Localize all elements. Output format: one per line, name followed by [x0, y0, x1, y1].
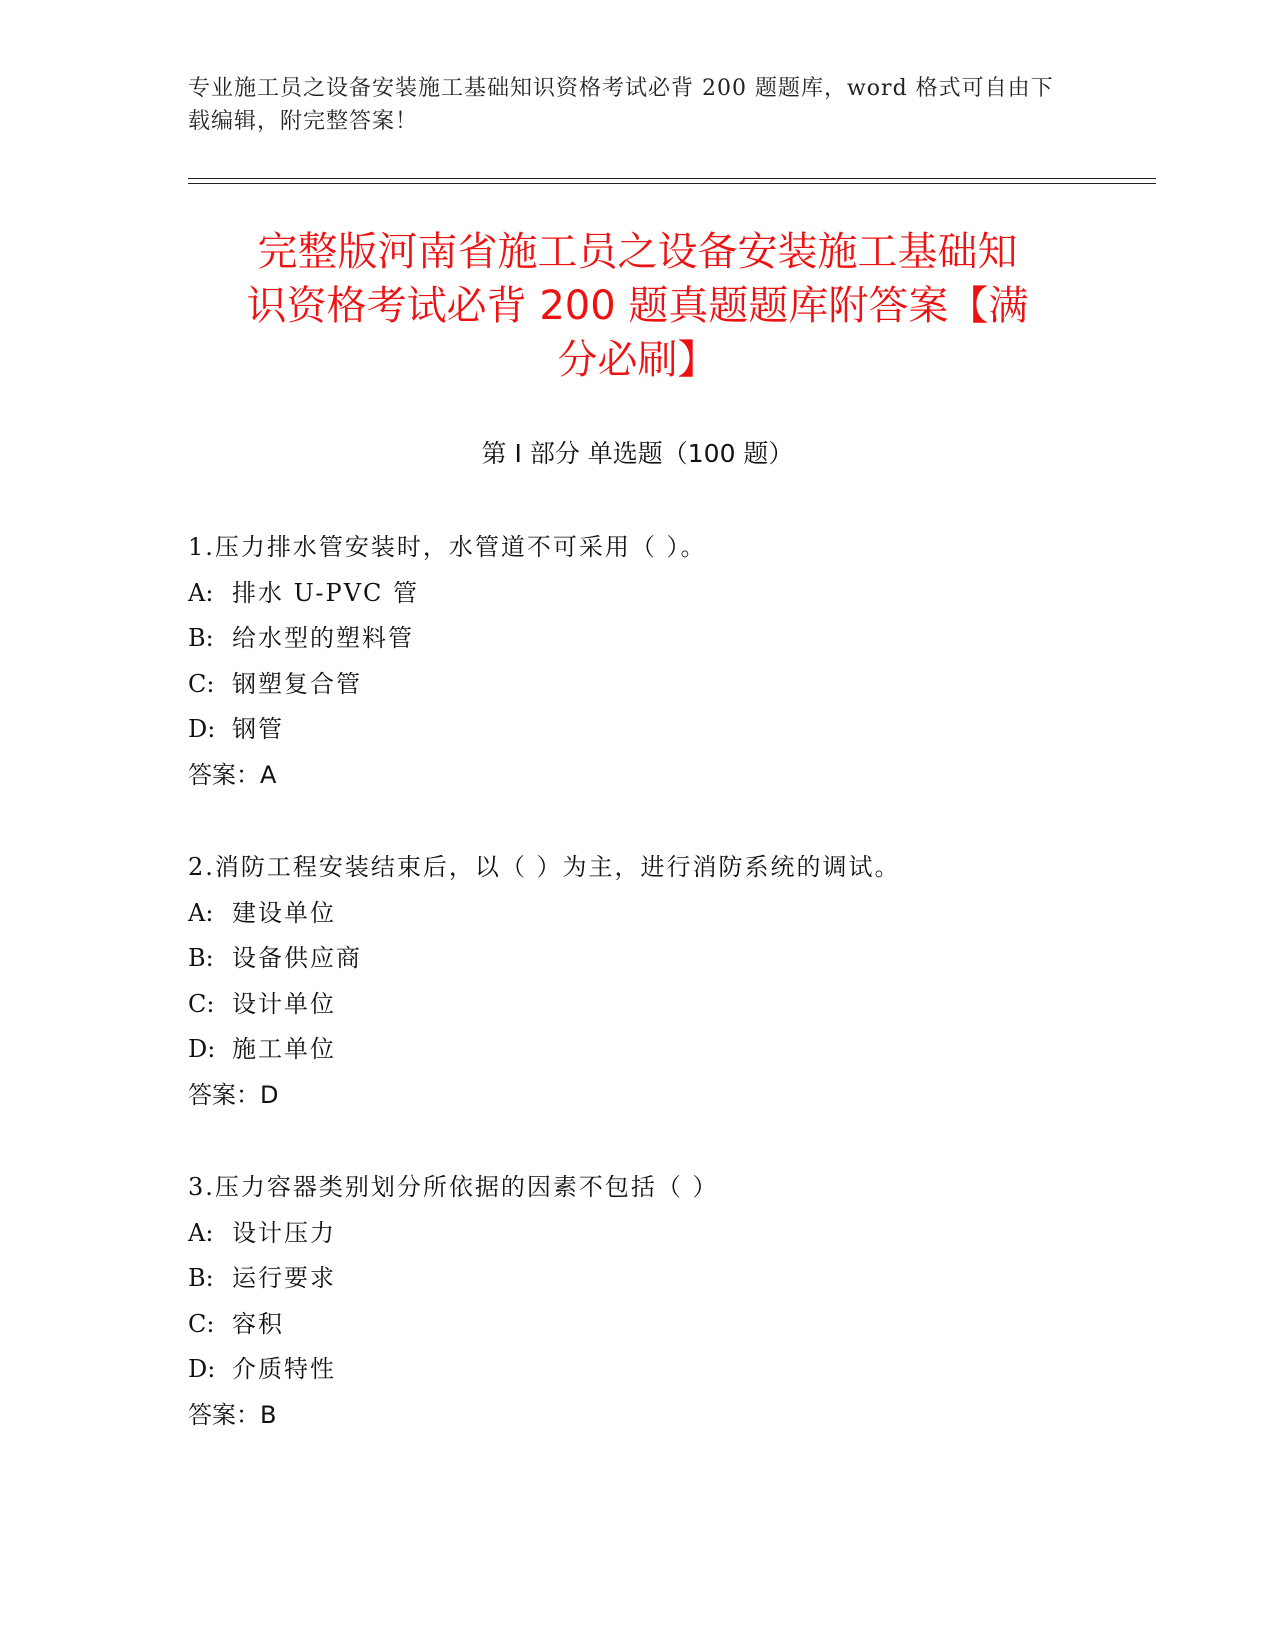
option-d — [188, 1032, 1088, 1078]
section-heading: 第 I 部分 单选题（100 题） — [481, 439, 794, 468]
answer-line — [188, 758, 1088, 804]
answer-label: 答案： — [188, 1400, 260, 1429]
option-text: 设计压力 — [232, 1218, 336, 1247]
header-divider-bottom — [188, 183, 1156, 184]
option-key: A: — [188, 1218, 214, 1247]
option-d — [188, 1352, 1088, 1398]
option-text: 建设单位 — [232, 898, 336, 927]
option-key: A: — [188, 578, 214, 607]
option-key: C: — [188, 989, 215, 1018]
option-text: 容积 — [232, 1309, 284, 1338]
option-key: B: — [188, 944, 214, 972]
option-a — [188, 1216, 1088, 1262]
option-key: A: — [188, 898, 214, 927]
answer-label: 答案： — [188, 760, 260, 789]
answer-line — [188, 1078, 1088, 1124]
title-line: 识资格考试必背 200 题真题题库附答案【满 — [246, 283, 1029, 329]
document-title — [180, 225, 1095, 387]
option-text: 设备供应商 — [232, 944, 362, 972]
option-c — [188, 1307, 1088, 1353]
question-stem: 2.消防工程安装结束后，以（ ）为主，进行消防系统的调试。 — [188, 853, 901, 881]
question-3 — [188, 1170, 1088, 1443]
option-b — [188, 941, 1088, 987]
title-line: 完整版河南省施工员之设备安装施工基础知 — [257, 229, 1018, 275]
answer-value: D — [260, 1080, 279, 1109]
title-line: 分必刷】 — [557, 337, 718, 383]
option-text: 钢管 — [232, 715, 284, 743]
option-key: C: — [188, 669, 215, 698]
option-text: 运行要求 — [232, 1264, 336, 1292]
option-key: D: — [188, 715, 216, 743]
option-text: 给水型的塑料管 — [232, 624, 414, 652]
option-b — [188, 1261, 1088, 1307]
option-text: 介质特性 — [232, 1355, 336, 1383]
answer-line — [188, 1398, 1088, 1444]
option-key: C: — [188, 1309, 215, 1338]
option-c — [188, 987, 1088, 1033]
answer-label: 答案： — [188, 1080, 260, 1109]
option-text: 钢塑复合管 — [232, 669, 362, 698]
header-note: 专业施工员之设备安装施工基础知识资格考试必背 200 题题库，word 格式可自由下载编辑，附完整答案！ — [188, 76, 1054, 134]
option-b — [188, 621, 1088, 667]
option-d — [188, 712, 1088, 758]
option-key: D: — [188, 1355, 216, 1383]
answer-value: B — [260, 1400, 277, 1429]
question-2 — [188, 850, 1088, 1123]
answer-value: A — [260, 760, 277, 789]
question-stem: 1.压力排水管安装时，水管道不可采用（ ）。 — [188, 533, 707, 561]
option-key: B: — [188, 1264, 214, 1292]
question-stem: 3.压力容器类别划分所依据的因素不包括（ ） — [188, 1173, 719, 1201]
option-key: B: — [188, 624, 214, 652]
option-key: D: — [188, 1035, 216, 1063]
option-a — [188, 896, 1088, 942]
question-1 — [188, 530, 1088, 803]
option-text: 排水 U-PVC 管 — [232, 578, 420, 607]
option-text: 施工单位 — [232, 1035, 336, 1063]
option-c — [188, 667, 1088, 713]
option-text: 设计单位 — [232, 989, 336, 1018]
header-divider-top — [188, 178, 1156, 179]
option-a — [188, 576, 1088, 622]
